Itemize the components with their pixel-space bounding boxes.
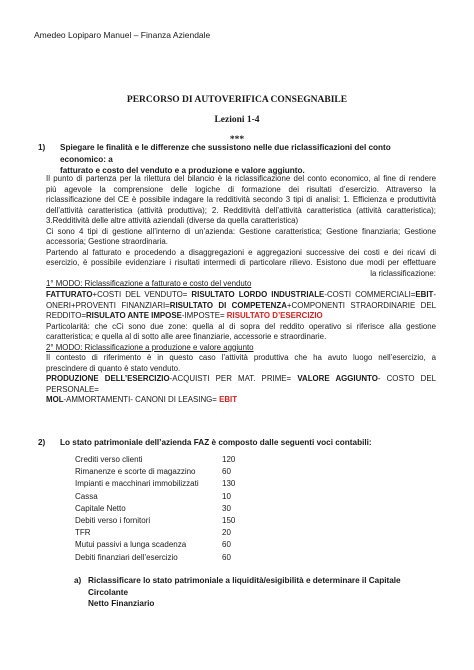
formula-1-line-3: REDDITO=RISULATO ANTE IMPOSE-IMPOSTE= RISULTATO D’ESERCIZIO: [46, 311, 323, 321]
para-line: Particolarità: che cCi sono due zone: quella al di sopra del reddito operativo si riferisce alla gestione: [46, 321, 436, 331]
para-line: riclassificazione del CE è possibile indagare la redditività secondo 3 tipi di analisi: 1. Efficienza e produttività: [46, 195, 436, 205]
table-row: [75, 467, 265, 479]
table-row: [75, 492, 265, 504]
document-subtitle: Lezioni 1-4: [214, 115, 260, 125]
para-line: 3.Redditività delle altre attività aziendali (diverse da quella caratteristica): [46, 216, 299, 226]
para-line: dell’attività caratteristica (attività produttiva); 2. Redditività dell’attività caratteristica (attività caratteristica);: [46, 205, 436, 215]
answer-1-body: [46, 174, 436, 406]
table-row: [75, 504, 265, 516]
row-label: Rimanenze e scorte di magazzino: [75, 467, 196, 477]
question-1-line-1: Spiegare le finalità e le differenze che sussistono nelle due riclassificazioni del conto economico: a: [60, 143, 391, 164]
para-line: prescindere di quanto è stato venduto.: [46, 363, 181, 373]
row-value: 60: [222, 552, 231, 562]
row-value: 20: [222, 528, 231, 538]
row-value: 120: [222, 455, 236, 464]
row-value: 60: [222, 467, 231, 477]
table-row: [75, 479, 265, 491]
para-line: Il contesto di riferimento è in questo caso l’attività produttiva che ha avuto luogo nell’esercizio, a: [46, 353, 436, 363]
table-row: [75, 455, 265, 467]
mode-1-heading: 1° MODO: Riclassificazione a fatturato e costo del venduto: [46, 279, 252, 289]
table-row: [75, 553, 265, 565]
para-line: Partendo al fatturato e procedendo a disaggregazioni e aggregazioni successive dei costi e dei ricavi di: [46, 247, 436, 257]
para-line: Ci sono 4 tipi di gestione all’interno di un’azienda: Gestione caratteristica; Gestione finanziaria; Gestione: [46, 226, 436, 236]
document-title: PERCORSO DI AUTOVERIFICA CONSEGNABILE: [126, 95, 348, 105]
question-1: [38, 142, 435, 177]
mode-2-heading: 2° MODO: Riclassificazione a produzione e valore aggiunto: [46, 342, 254, 352]
table-row: [75, 516, 265, 528]
formula-2-line-1: PRODUZIONE DELL’ESERCIZIO-ACQUISTI PER MAT. PRIME= VALORE AGGIUNTO- COSTO DEL PERSONALE=: [46, 374, 437, 394]
question-2-number: 2): [38, 438, 46, 447]
row-value: 30: [222, 503, 231, 513]
row-value: 130: [222, 479, 236, 489]
question-2: [38, 437, 435, 449]
row-value: 10: [222, 491, 231, 501]
question-1-line-2: fatturato e costo del venduto e a produzione e valore aggiunto.: [60, 166, 305, 175]
para-line: Il punto di partenza per la rilettura del bilancio è la riclassificazione del conto economico, al fine di rendere: [46, 174, 436, 183]
row-label: Mutui passivi a lunga scadenza: [75, 540, 187, 550]
question-2-text: Lo stato patrimoniale dell’azienda FAZ è composto dalle seguenti voci contabili:: [60, 438, 372, 447]
row-label: Crediti verso clienti: [75, 455, 143, 464]
para-line: esercizio, è possibile evidenziare i risultati intermedi di particolare rilievo. Esistono due modi per effettuare: [46, 258, 436, 268]
row-value: 150: [222, 515, 236, 525]
row-label: Impianti e macchinari immobilizzati: [75, 479, 199, 489]
formula-1-line-1: FATTURATO+COSTI DEL VENDUTO= RISULTATO LORDO INDUSTRIALE-COSTI COMMERCIALI=EBIT-: [46, 290, 437, 300]
question-2a-number: a): [74, 576, 82, 585]
formula-2-line-2: MOL-AMMORTAMENTI- CANONI DI LEASING= EBIT: [46, 395, 238, 405]
question-2a-line-2: Netto Finanziario: [88, 599, 155, 608]
question-2a: [74, 575, 438, 610]
table-row: [75, 540, 265, 552]
row-value: 60: [222, 540, 231, 550]
row-label: Cassa: [75, 491, 98, 501]
para-line: più agevole la comprensione delle logiche di formazione dei risultati d’esercizio. Attraverso la: [46, 184, 436, 194]
row-label: TFR: [75, 528, 91, 538]
row-label: Capitale Netto: [75, 503, 126, 513]
formula-1-line-2: ONERI+PROVENTI FINANZIARI=RISULTATO DI COMPETENZA+COMPONENTI STRAORDINARIE DEL: [46, 300, 436, 310]
row-label: Debiti verso i fornitori: [75, 515, 151, 525]
para-line: caratteristica; e quella al di sotto alle aree finanziarie, accessorie e straordinarie.: [46, 332, 327, 342]
para-line: accessoria; Gestione straordinaria.: [46, 237, 168, 247]
title-stars: ***: [229, 135, 245, 145]
question-2a-line-1: Riclassificare lo stato patrimoniale a liquidità/esigibilità e determinare il Capitale Circolante: [88, 576, 401, 597]
row-label: Debiti finanziari dell’esercizio: [75, 552, 178, 562]
table-row: [75, 528, 265, 540]
question-1-number: 1): [38, 143, 46, 152]
page-header: Amedeo Lopiparo Manuel – Finanza Aziendale: [34, 30, 211, 40]
para-line: la riclassificazione:: [370, 268, 436, 278]
balance-sheet-table: [75, 455, 265, 565]
